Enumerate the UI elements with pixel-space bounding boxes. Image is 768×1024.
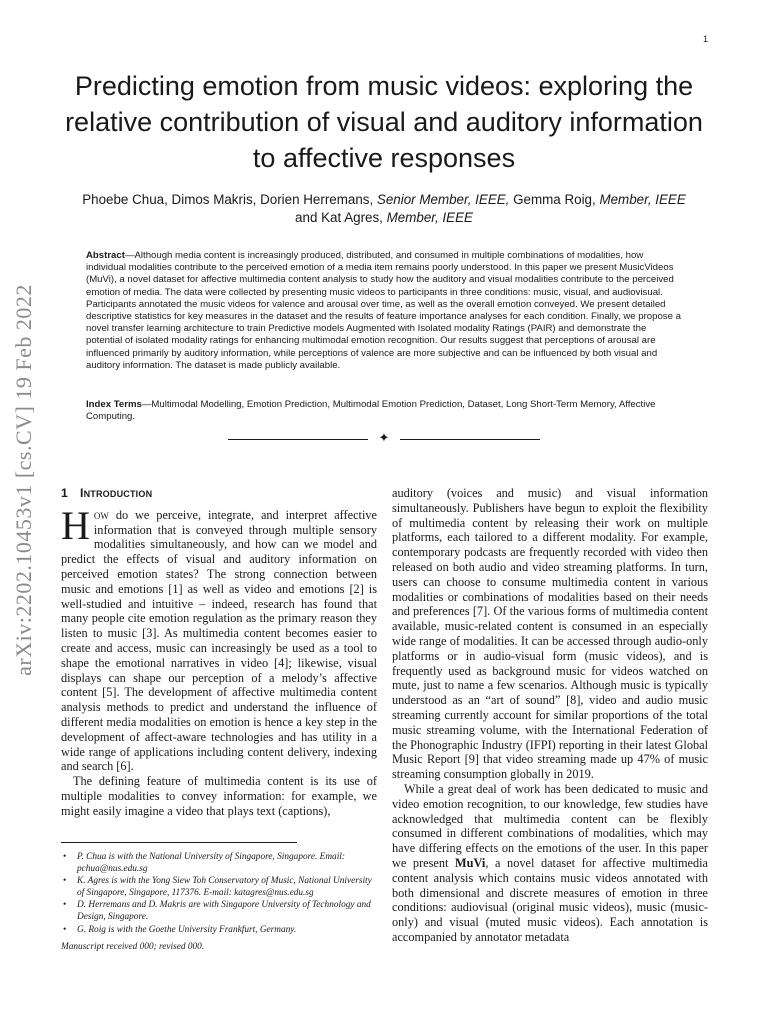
- dataset-name: MuVi: [455, 855, 486, 870]
- author-role-1: Senior Member, IEEE,: [376, 192, 510, 207]
- divider-line-right: [400, 439, 540, 440]
- section-number: 1: [61, 486, 68, 500]
- abstract-label: Abstract: [86, 250, 125, 261]
- left-column: [61, 486, 377, 819]
- author-list: [60, 191, 708, 227]
- footnote-item: • D. Herremans and D. Makris are with Singapore University of Technology and Design, Singapore.: [77, 900, 377, 923]
- author-names-2: Gemma Roig,: [509, 192, 600, 207]
- intro-paragraph-1-text: do we perceive, integrate, and interpret affective information that is conveyed through multiple sensory modalities simultaneously, and how can we model and predict the effects of visual and auditory information on perceived emotion states? The strong connection between music and emotions [1] as well as video and emotions [2] is well-studied and intuitive – indeed, research has found that many people cite emotion regulation as the primary reason they listen to music [3]. As multimedia content becomes easier to create and access, music can increasingly be used as a tool to shape the emotional narratives in video [4]; likewise, visual displays can shape our perception of a melody’s affective content [5]. The development of affective multimedia content analysis methods to predict and understand the influence of different media modalities on emotion is hence a key step in the development of affect-aware technologies and has utility in a wide range of applications including content delivery, indexing and search [6].: [61, 507, 377, 774]
- index-terms-text: —Multimodal Modelling, Emotion Prediction, Multimodal Emotion Prediction, Dataset, Long Short-Term Memory, Affective Computing.: [86, 399, 656, 423]
- intro-paragraph-1: [61, 502, 377, 774]
- index-terms-label: Index Terms: [86, 399, 142, 410]
- section-title: Introduction: [79, 486, 153, 500]
- intro-paragraph-4-text-a: While a great deal of work has been dedicated to music and video emotion recognition, to our knowledge, few studies have acknowledged that multimedia content can be flexibly consumed in different combinations of modalities, which may have differing effects on the emotions of the user. In this paper we present: [392, 781, 708, 870]
- section-heading: [61, 486, 377, 501]
- section-divider: [228, 432, 540, 446]
- footnote-item: • G. Roig is with the Goethe University Frankfurt, Germany.: [77, 925, 377, 937]
- divider-ornament-icon: ✦: [378, 431, 390, 446]
- index-terms: [86, 399, 683, 423]
- author-names-1: Phoebe Chua, Dimos Makris, Dorien Herremans,: [82, 192, 377, 207]
- author-names-3: and Kat Agres,: [295, 210, 387, 225]
- intro-paragraph-4: [392, 782, 708, 945]
- author-role-3: Member, IEEE: [386, 210, 473, 225]
- footnotes: [61, 852, 377, 954]
- intro-paragraph-3: auditory (voices and music) and visual information simultaneously. Publishers have begun to exploit the flexibility of multimedia content by releasing their work on multiple platforms, each tailored to a different modality. For example, contemporary podcasts are frequently recorded with video then released on both audio and video streaming platforms. In turn, users can choose to consume multimedia content in various modalities or combinations of modalities based on their needs and preferences [7]. Of the various forms of multimedia content available, music-related content is consumed in an especially wide range of modalities. It can be accessed through audio-only platforms or in audio-visual form (music videos), and is frequently used as background music for videos watched on mute, just to name a few scenarios. Although music is typically understood as an “art of sound” [8], video and audio music streaming currently account for similar proportions of the total music streaming volume, with the International Federation of the Phonographic Industry (IFPI) reporting in their latest Global Music Report [9] that video streaming made up 47% of music streaming consumption globally in 2019.: [392, 486, 708, 782]
- footnote-rule: [61, 842, 297, 843]
- lead-word: ow: [93, 507, 109, 522]
- dropcap: H: [61, 502, 90, 548]
- arxiv-stamp-text: arXiv:2202.10453v1 [cs.CV] 19 Feb 2022: [11, 284, 36, 676]
- abstract: [86, 250, 683, 372]
- divider-line-left: [228, 439, 368, 440]
- manuscript-note: Manuscript received 000; revised 000.: [61, 942, 205, 953]
- intro-paragraph-4-text-b: , a novel dataset for affective multimedia content analysis which contains music videos annotated with both dimensional and discrete measures of emotion in three conditions: audiovisual (original music videos), music (music-only) and visual (muted music videos). Each annotation is accompanied by annotator metadata: [392, 855, 708, 944]
- abstract-text: —Although media content is increasingly produced, distributed, and consumed in multiple combinations of modalities, how individual modalities contribute to the perceived emotion of a media item remains poorly understood. In this paper we present MusicVideos (MuVi), a novel dataset for affective multimedia content analysis to study how the auditory and visual modalities contribute to the perceived emotion of media. The data were collected by presenting music videos to participants in three conditions: music, visual, and audiovisual. Participants annotated the music videos for valence and arousal over time, as well as the overall emotion conveyed. We present detailed descriptive statistics for key measures in the dataset and the results of feature importance analyses for each condition. Finally, we propose a novel transfer learning architecture to train Predictive models Augmented with Isolated modality Ratings (PAIR) and demonstrate the potential of isolated modality ratings for enhancing multimodal emotion recognition. Our results suggest that perceptions of arousal are influenced primarily by auditory information, while perceptions of valence are more subjective and can be influenced by both visual and auditory information. The dataset is made publicly available.: [86, 250, 681, 371]
- author-role-2: Member, IEEE: [599, 192, 686, 207]
- arxiv-stamp: [0, 230, 48, 730]
- footnote-list: [61, 852, 377, 936]
- footnote-item: • P. Chua is with the National University of Singapore, Singapore. Email: pchua@nus.edu.sg: [77, 852, 377, 875]
- right-column: [392, 486, 708, 945]
- intro-paragraph-2: The defining feature of multimedia content is its use of multiple modalities to convey information: for example, we might easily imagine a video that plays text (captions),: [61, 774, 377, 818]
- paper-title: Predicting emotion from music videos: exploring the relative contribution of visual and auditory information to affective responses: [65, 71, 703, 173]
- footnote-item: • K. Agres is with the Yong Siew Toh Conservatory of Music, National University of Singapore, Singapore, 117376. E-mail: katagres@nus.edu.sg: [77, 876, 377, 899]
- page-number: 1: [702, 34, 708, 44]
